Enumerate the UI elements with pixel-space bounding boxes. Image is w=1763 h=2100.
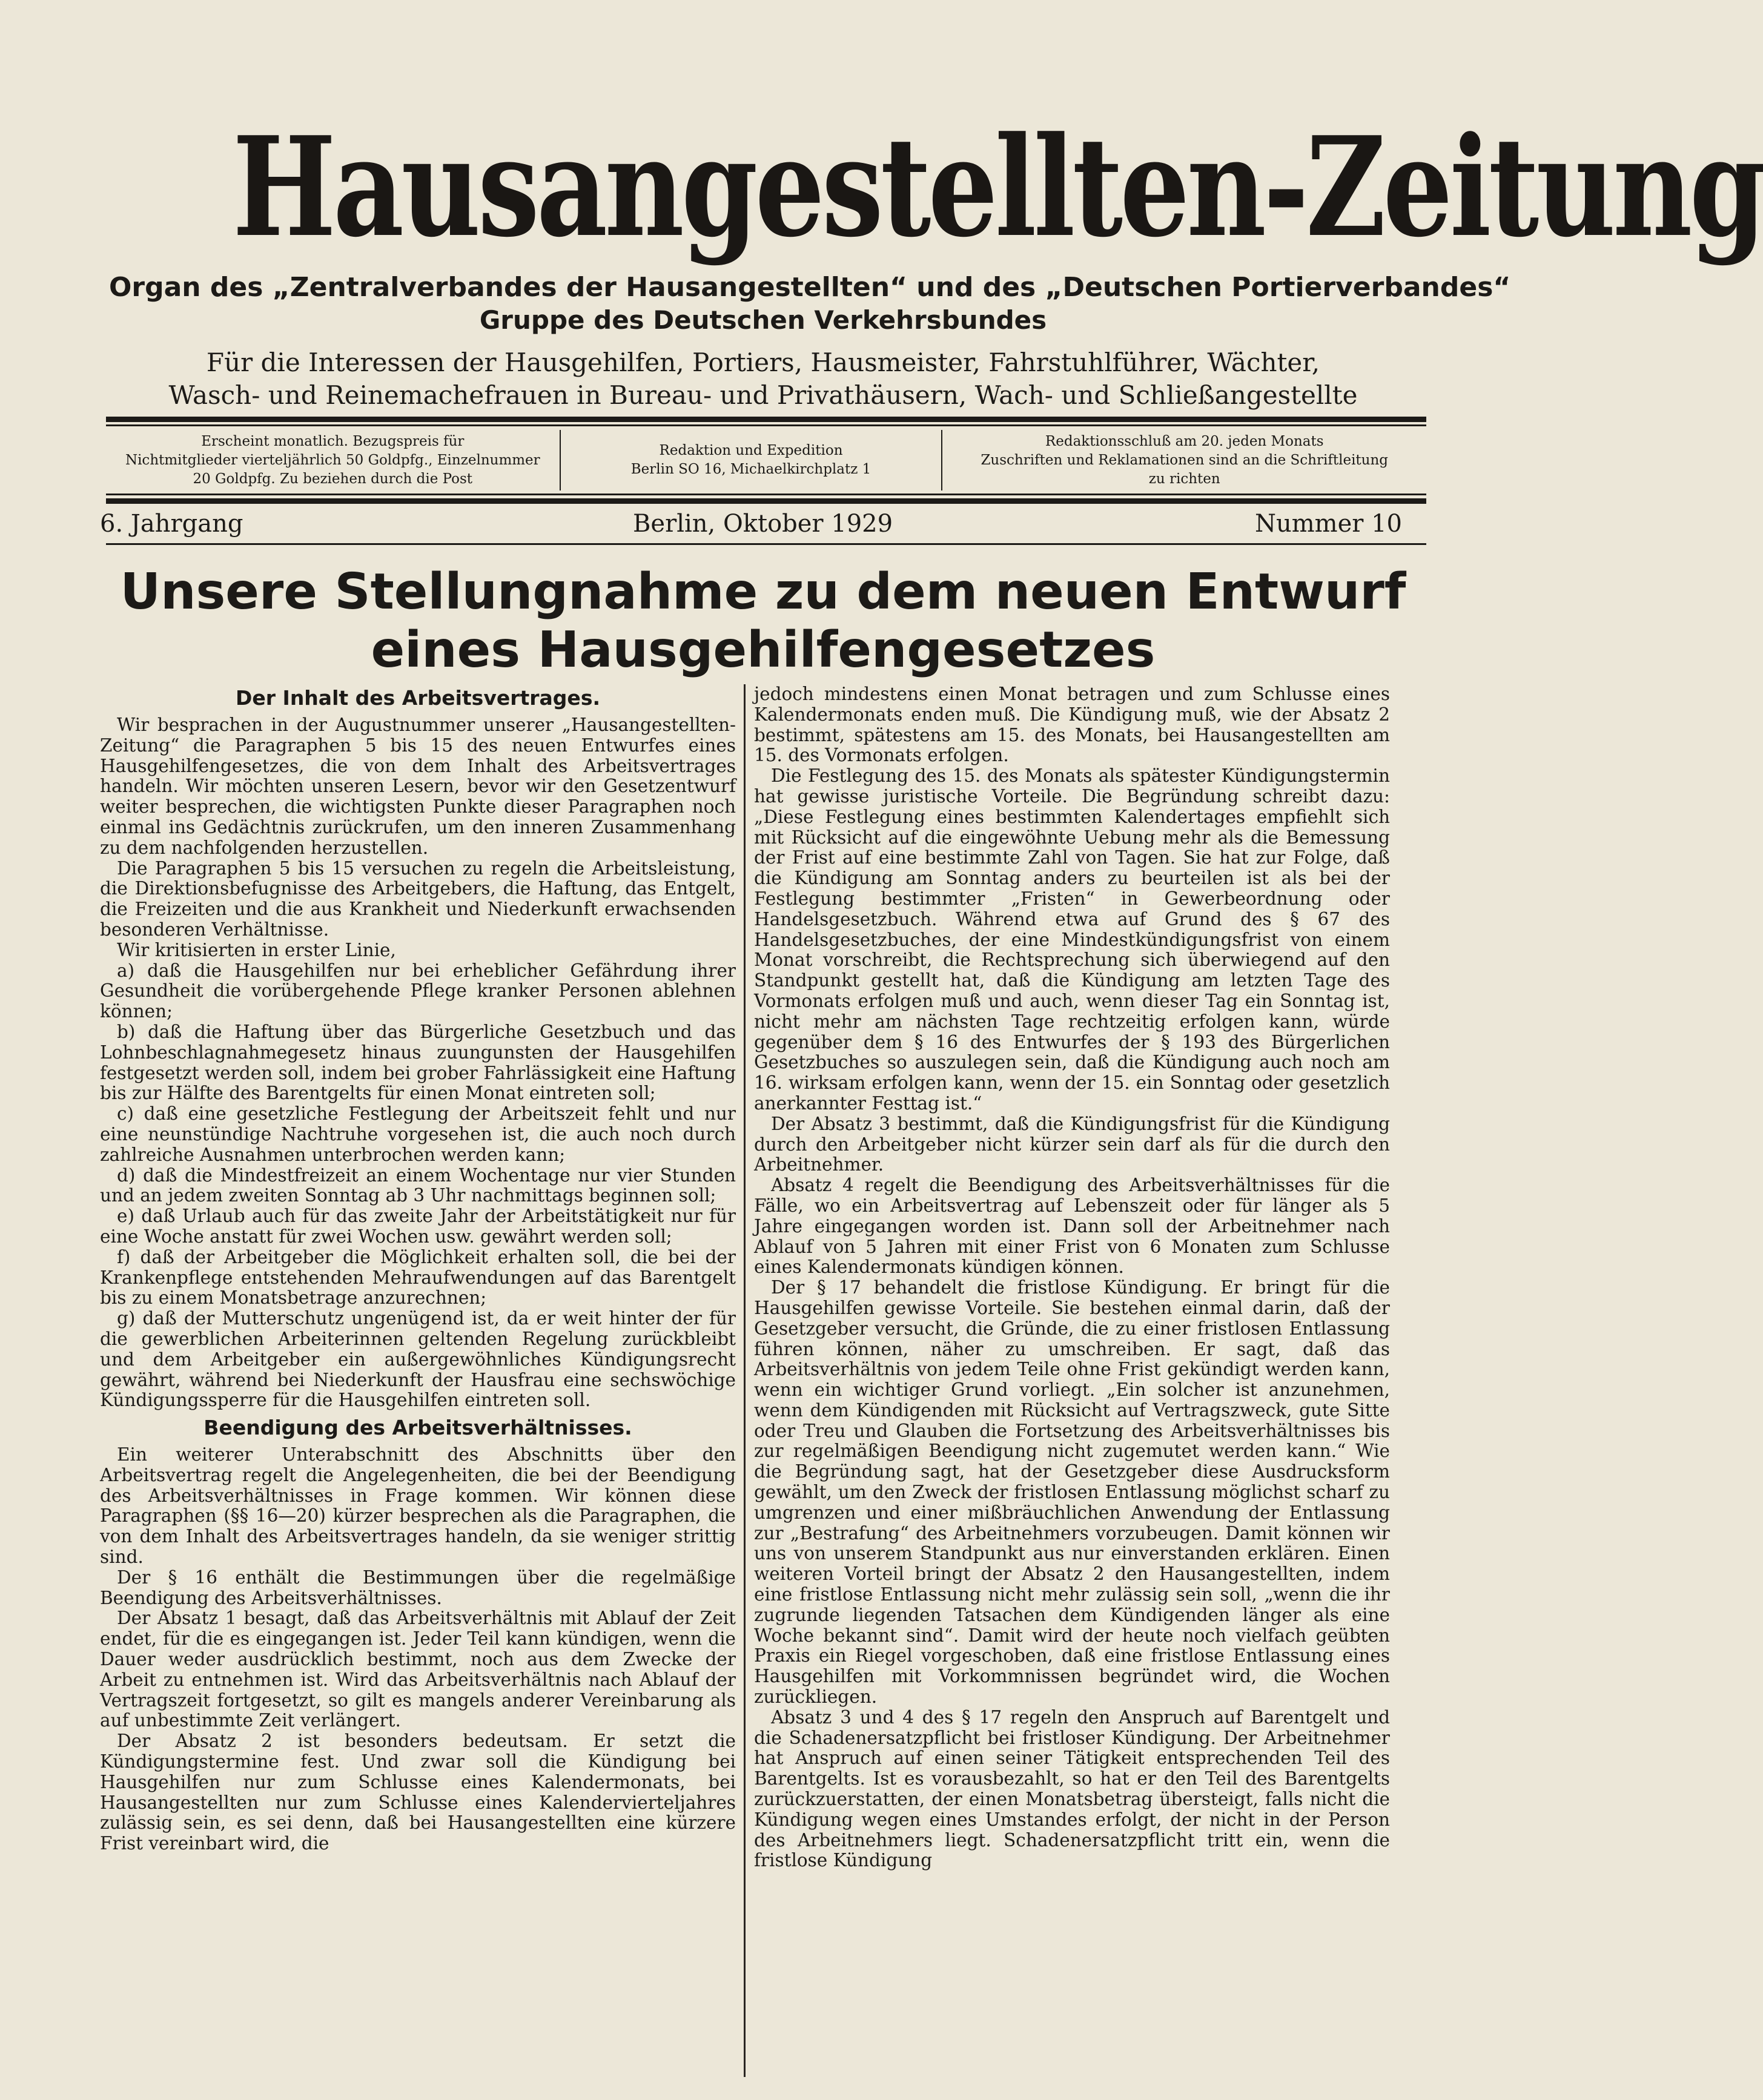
dateline-rule xyxy=(106,543,1426,545)
paragraph: Der § 16 enthält die Bestimmungen über die regelmäßige Beendigung des Arbeitsverhältnisses. xyxy=(100,1567,736,1608)
list-item: a) daß die Hausgehilfen nur bei erheblicher Gefährdung ihrer Gesundheit die vorübergehende Pflege kranker Personen ablehnen können; xyxy=(100,960,736,1022)
header-rule-bottom-thin xyxy=(106,494,1426,495)
volume-label: 6. Jahrgang xyxy=(100,510,243,538)
article-column-right xyxy=(754,684,1390,2077)
list-item: b) daß die Haftung über das Bürgerliche Gesetzbuch und das Lohnbeschlagnahmegesetz hinaus zuungunsten der Hausgehilfen festgesetzt werden soll, indem bei grober Fahrlässigkeit eine Haftung bis zur Hälfte des Barentgelts für einen Monat eintreten soll; xyxy=(100,1021,736,1104)
interests-line-2: Wasch- und Reinemachefrauen in Bureau- und Privathäusern, Wach- und Schließangestellte xyxy=(168,380,1358,410)
paragraph: Absatz 4 regelt die Beendigung des Arbeitsverhältnisses für die Fälle, wo ein Arbeitsvertrag auf Lebenszeit oder für länger als 5 Jahre eingegangen worden ist. Dann soll der Arbeitnehmer nach Ablauf von 5 Jahren mit einer Frist von 6 Monaten zum Schlusse eines Kalendermonats kündigen können. xyxy=(754,1175,1390,1278)
headline-line-1: Unsere Stellungnahme zu dem neuen Entwurf xyxy=(120,563,1406,621)
interests-block xyxy=(103,346,1423,412)
interests-line-1: Für die Interessen der Hausgehilfen, Portiers, Hausmeister, Fahrstuhlführer, Wächter, xyxy=(206,348,1320,377)
editorial-office-info: Redaktion und Expedition Berlin SO 16, Michaelkirchplatz 1 xyxy=(560,430,943,490)
organ-line: Organ des „Zentralverbandes der Hausangestellten“ und des „Deutschen Portierverbandes“ xyxy=(109,272,1511,303)
dateline xyxy=(100,509,1402,539)
paragraph: Wir kritisierten in erster Linie, xyxy=(117,939,396,960)
paragraph: Der Absatz 2 ist besonders bedeutsam. Er setzt die Kündigungstermine fest. Und zwar soll die Kündigung bei Hausgehilfen nur zum Schlusse eines Kalendermonats, bei Hausangestellten nur zum Schlusse eines Kalendervierteljahres zulässig sein, es sei denn, daß bei Hausangestellten eine kürzere Frist vereinbart wird, die xyxy=(100,1731,736,1854)
issue-number: Nummer 10 xyxy=(1254,510,1402,538)
header-rule-top xyxy=(106,417,1426,422)
paragraph: Wir besprachen in der Augustnummer unserer „Hausangestellten-Zeitung“ die Paragraphen 5 bis 15 des neuen Entwurfes eines Hausgehilfengesetzes, die von dem Inhalt des Arbeitsvertrages handeln. Wir möchten unseren Lesern, bevor wir den Gesetzentwurf weiter besprechen, die wichtigsten Punkte dieser Paragraphen noch einmal ins Gedächtnis zurückrufen, um den inneren Zusammenhang zu dem nachfolgenden herzustellen. xyxy=(100,715,736,858)
column-divider xyxy=(744,684,746,2077)
paragraph: Der § 17 behandelt die fristlose Kündigung. Er bringt für die Hausgehilfen gewisse Vorteile. Sie bestehen einmal darin, daß der Gesetzgeber versucht, die Gründe, die zu einer fristlosen Entlassung führen können, näher zu umschreiben. Er sagt, daß das Arbeitsverhältnis von jedem Teile ohne Frist gekündigt werden kann, wenn ein wichtiger Grund vorliegt. „Ein solcher ist anzunehmen, wenn dem Kündigenden mit Rücksicht auf Vertragszweck, gute Sitte oder Treu und Glauben die Fortsetzung des Arbeitsverhältnisses bis zur regelmäßigen Beendigung nicht zugemutet werden kann.“ Wie die Begründung sagt, hat der Gesetzgeber diese Ausdrucksform gewählt, um den Zweck der fristlosen Entlassung möglichst scharf zu umgrenzen und einer mißbräuchlichen Anwendung der Entlassung zur „Bestrafung“ des Arbeitnehmers vorzubeugen. Damit können wir uns von unserem Standpunkt aus nur einverstanden erklären. Einen weiteren Vorteil bringt der Absatz 2 den Hausangestellten, indem eine fristlose Entlassung nicht mehr zulässig sein soll, „wenn die ihr zugrunde liegenden Tatsachen dem Kündigenden länger als eine Woche bekannt sind“. Damit wird der heute noch vielfach geübten Praxis ein Riegel vorgeschoben, daß eine fristlose Entlassung eines Hausgehilfen mit Vorkommnissen begründet wird, die Wochen zurückliegen. xyxy=(754,1277,1390,1708)
paragraph: Der Absatz 3 bestimmt, daß die Kündigungsfrist für die Kündigung durch den Arbeitgeber nicht kürzer sein darf als für die durch den Arbeitnehmer. xyxy=(754,1113,1390,1175)
list-item: e) daß Urlaub auch für das zweite Jahr der Arbeitstätigkeit nur für eine Woche anstatt für zwei Wochen usw. gewährt werden soll; xyxy=(100,1206,736,1247)
headline-line-2: eines Hausgehilfengesetzes xyxy=(371,621,1156,679)
list-item: c) daß eine gesetzliche Festlegung der Arbeitszeit fehlt und nur eine neunstündige Nachtruhe vorgesehen ist, die auch noch durch zahlreiche Ausnahmen unterbrochen werden kann; xyxy=(100,1103,736,1165)
paragraph: Absatz 3 und 4 des § 17 regeln den Anspruch auf Barentgelt und die Schadenersatzpflicht bei fristloser Kündigung. Der Arbeitnehmer hat Anspruch auf einen seiner Tätigkeit entsprechenden Teil des Barentgelts. Ist es vorausbezahlt, so hat er den Teil des Barentgelts zurückzuerstatten, der einen Monatsbetrag übersteigt, falls nicht die Kündigung wegen eines Umstandes erfolgt, der nicht in der Person des Arbeitnehmers liegt. Schadenersatzpflicht tritt ein, wenn die fristlose Kündigung xyxy=(754,1706,1390,1871)
paragraph: Die Paragraphen 5 bis 15 versuchen zu regeln die Arbeitsleistung, die Direktionsbefugnisse des Arbeitgebers, die Haftung, das Entgelt, die Freizeiten und die aus Krankheit und Niederkunft erwachsenden besonderen Verhältnisse. xyxy=(100,857,736,940)
deadline-info: Redaktionsschluß am 20. jeden Monats Zuschriften und Reklamationen sind an die Schriftleitung zu richten xyxy=(981,433,1389,487)
article-headline xyxy=(97,563,1429,679)
masthead-title: Hausangestellten-Zeitung xyxy=(233,107,1763,268)
list-item: g) daß der Mutterschutz ungenügend ist, da er weit hinter der für die gewerblichen Arbeiterinnen geltenden Regelung zurückbleibt und dem Arbeitgeber ein außergewöhnliches Kündigungsrecht gewährt, während bei Niederkunft der Hausfrau eine sechswöchige Kündigungssperre für die Hausgehilfen eintreten soll. xyxy=(100,1308,736,1411)
paragraph: jedoch mindestens einen Monat betragen und zum Schlusse eines Kalendermonats enden muß. Die Kündigung muß, wie der Absatz 2 bestimmt, spätestens am 15. des Monats, bei Hausangestellten am 15. des Vormonats erfolgen. xyxy=(754,684,1390,766)
header-rule-bottom xyxy=(106,498,1426,504)
list-item: f) daß der Arbeitgeber die Möglichkeit erhalten soll, die bei der Krankenpflege entstehenden Mehraufwendungen auf das Barentgelt bis zu einem Monatsbetrage anzurechnen; xyxy=(100,1246,736,1309)
header-rule-top-thin xyxy=(106,424,1426,426)
group-line: Gruppe des Deutschen Verkehrsbundes xyxy=(479,305,1047,335)
section-heading: Beendigung des Arbeitsverhältnisses. xyxy=(203,1416,632,1440)
subscription-info: Erscheint monatlich. Bezugspreis für Nichtmitglieder vierteljährlich 50 Goldpfg., Einzelnummer 20 Goldpfg. Zu beziehen durch die Post xyxy=(125,433,540,487)
section-heading: Der Inhalt des Arbeitsvertrages. xyxy=(236,686,600,710)
paragraph: Ein weiterer Unterabschnitt des Abschnitts über den Arbeitsvertrag regelt die Angelegenheiten, die bei der Beendigung des Arbeitsverhältnisses in Frage kommen. Wir können diese Paragraphen (§§ 16—20) kürzer besprechen als die Paragraphen, die von dem Inhalt des Arbeitsvertrages handeln, da sie weniger strittig sind. xyxy=(100,1444,736,1568)
list-item: d) daß die Mindestfreizeit an einem Wochentage nur vier Stunden und an jedem zweiten Sonntag ab 3 Uhr nachmittags beginnen soll; xyxy=(100,1164,736,1206)
article-column-left xyxy=(100,681,736,2074)
publication-info-box xyxy=(106,430,1426,490)
paragraph: Der Absatz 1 besagt, daß das Arbeitsverhältnis mit Ablauf der Zeit endet, für die es eingegangen ist. Jeder Teil kann kündigen, wenn die Dauer weder ausdrücklich bestimmt, noch aus dem Zwecke der Arbeit zu entnehmen ist. Wird das Arbeitsverhältnis nach Ablauf der Vertragszeit fortgesetzt, so gilt es mangels anderer Vereinbarung als auf unbestimmte Zeit verlängert. xyxy=(100,1608,736,1731)
paragraph: Die Festlegung des 15. des Monats als spätester Kündigungstermin hat gewisse juristische Vorteile. Die Begründung schreibt dazu: „Diese Festlegung eines bestimmten Kalendertages empfiehlt sich mit Rücksicht auf die eingewöhnte Uebung mehr als die Bemessung der Frist auf eine bestimmte Zahl von Tagen. Sie hat zur Folge, daß die Kündigung am Sonntag anders zu beurteilen ist als bei der Festlegung bestimmter „Fristen“ in Gewerbeordnung oder Handelsgesetzbuch. Während etwa auf Grund des § 67 des Handelsgesetzbuches, der eine Mindestkündigungsfrist von einem Monat vorschreibt, die Rechtsprechung sich überwiegend auf den Standpunkt gestellt hat, daß die Kündigung am letzten Tage des Vormonats erfolgen muß und auch, wenn dieser Tag ein Sonntag ist, nicht mehr am nächsten Tage rechtzeitig erfolgen kann, würde gegenüber dem § 16 des Entwurfes der § 193 des Bürgerlichen Gesetzbuches so auszulegen sein, daß die Kündigung auch noch am 16. wirksam erfolgen kann, wenn der 15. ein Sonntag oder gesetzlich anerkannter Festtag ist.“ xyxy=(754,765,1390,1114)
place-date: Berlin, Oktober 1929 xyxy=(633,510,893,538)
